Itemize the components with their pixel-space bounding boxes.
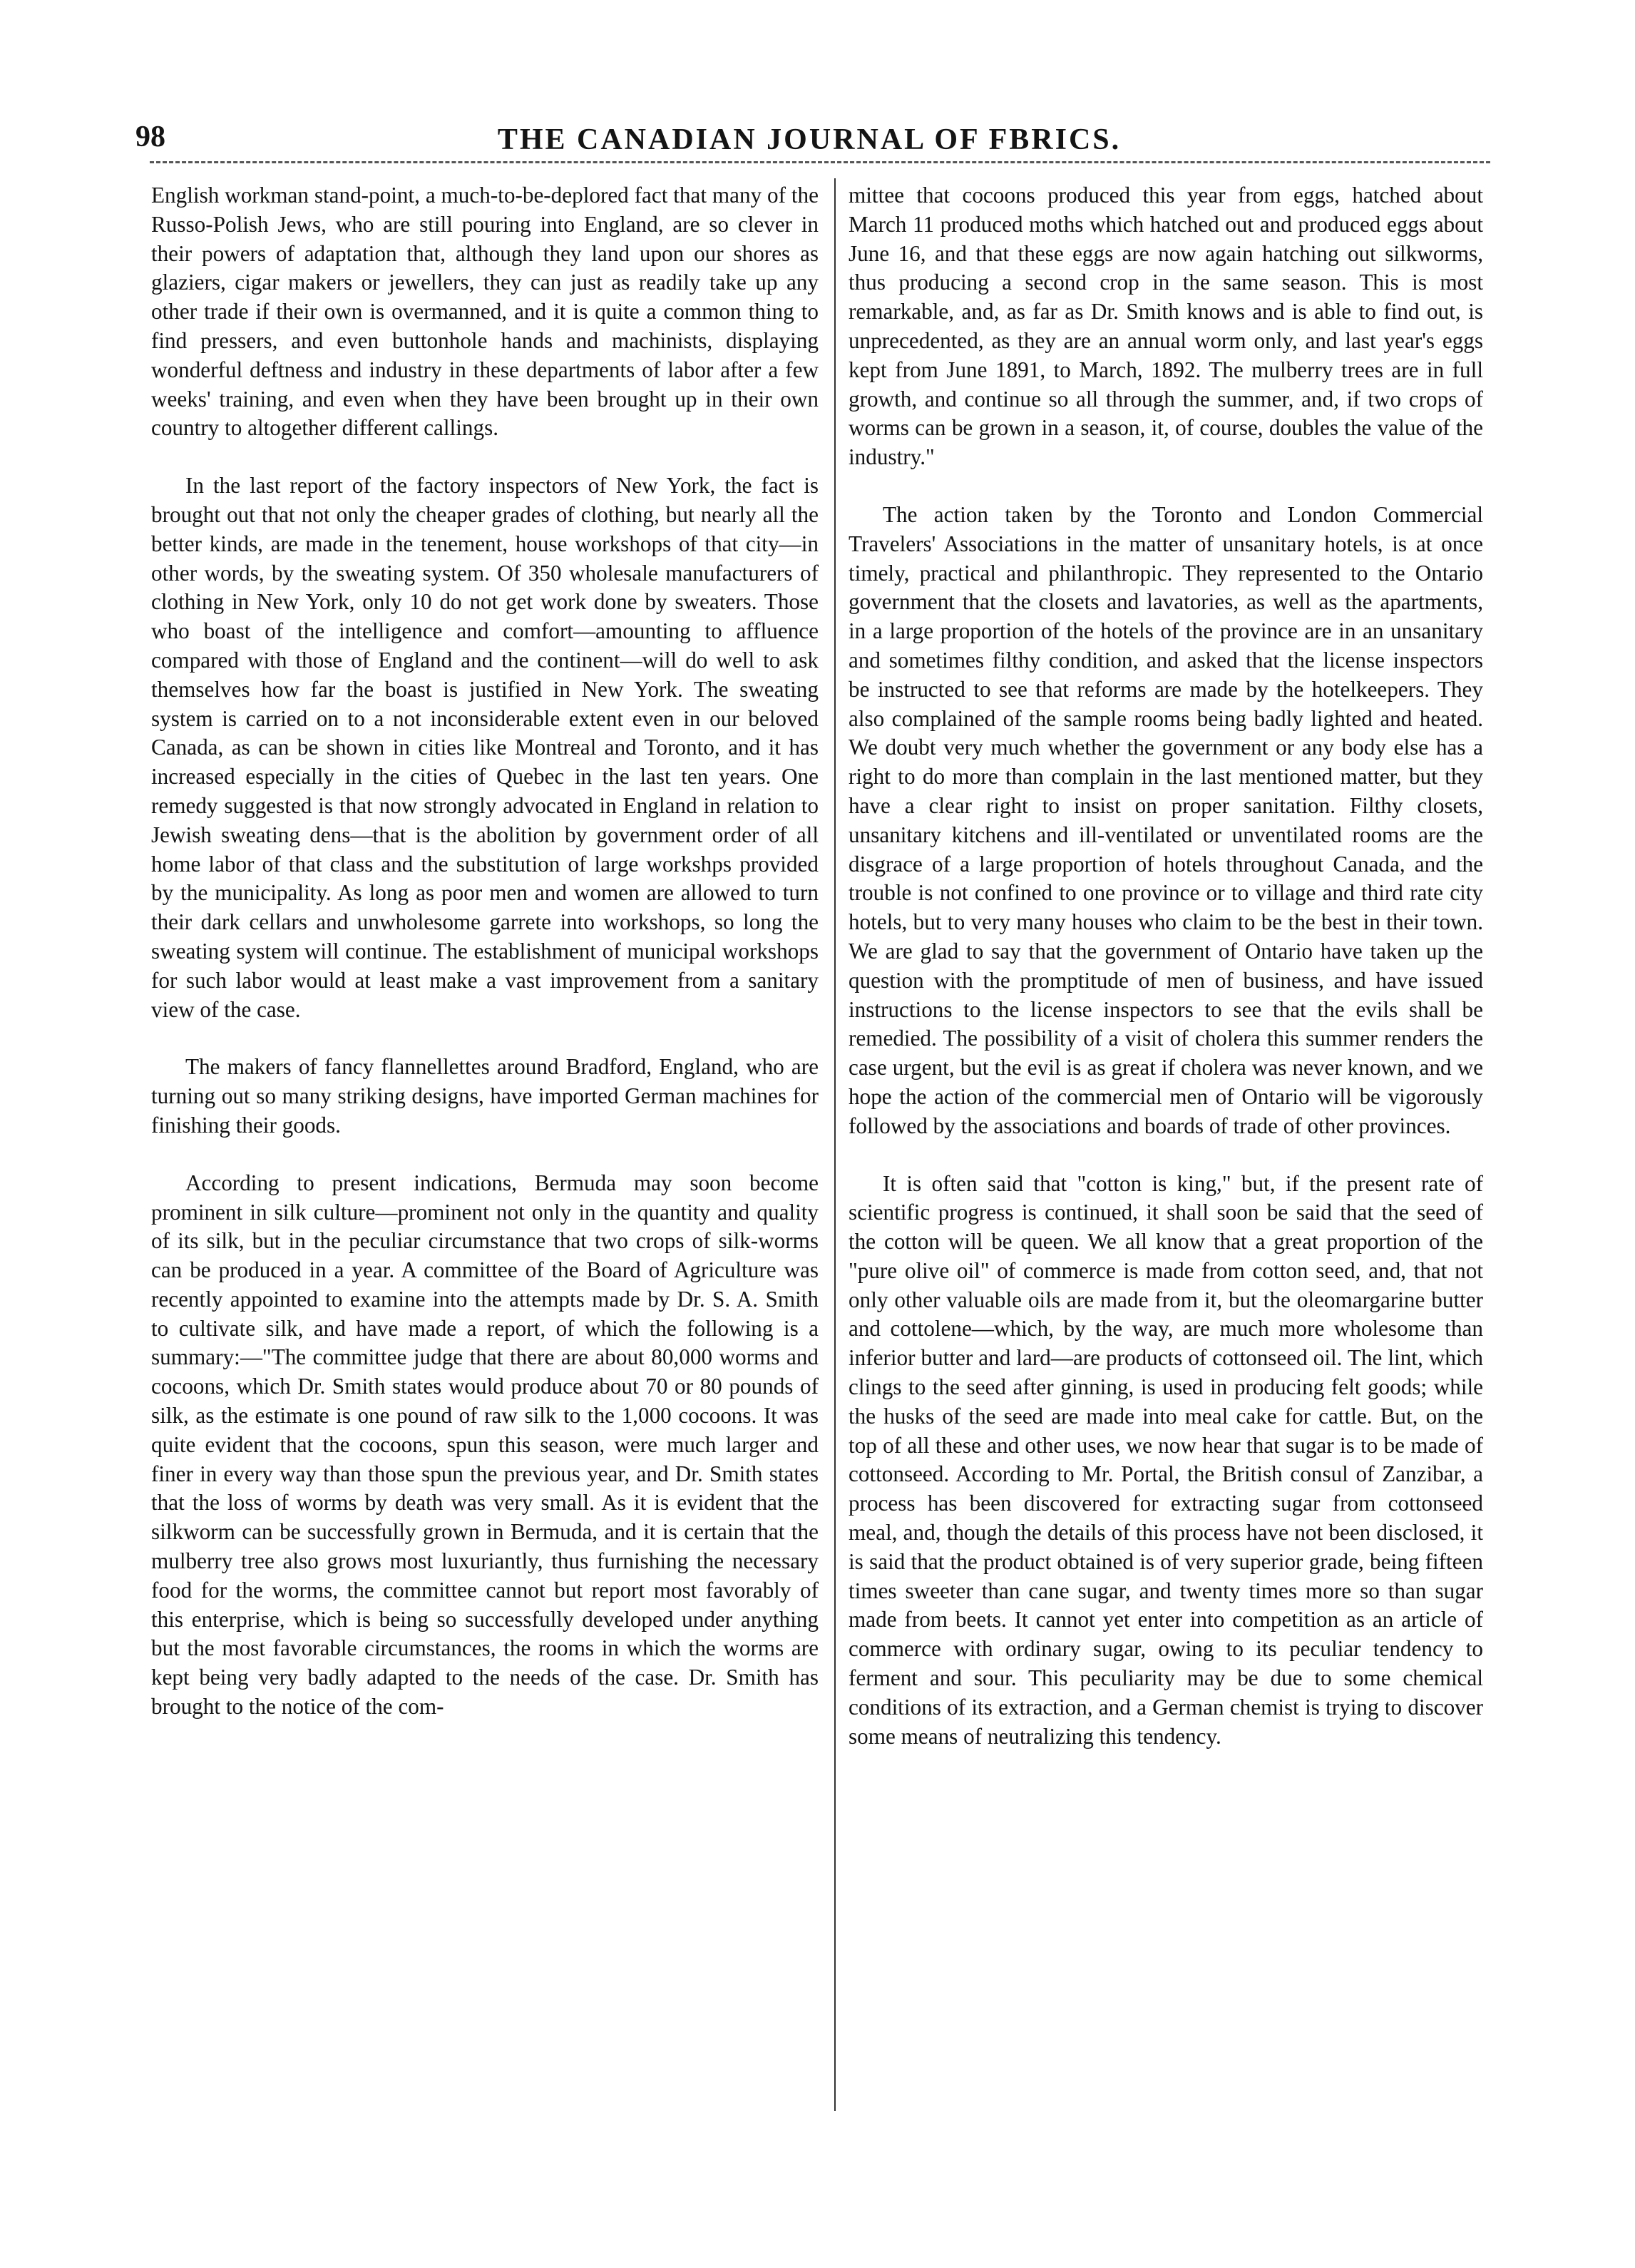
right-column [849, 181, 1483, 1751]
paragraph-unsanitary-hotels: The action taken by the Toronto and London Commercial Travelers' Associations in the matter of unsanitary hotels, is at once timely, practical and philanthropic. They represented to the Ontario government that the closets and lavatories, as well as the apartments, in a large proportion of the hotels of the province are in an unsanitary and sometimes filthy condition, and asked that the license inspectors be instructed to see that reforms are made by the hotelkeepers. They also complained of the sample rooms being badly lighted and heated. We doubt very much whether the government or any body else has a right to do more than complain in the last mentioned matter, but they have a clear right to insist on proper sanitation. Filthy closets, unsanitary kitchens and ill-ventilated or unventilated rooms are the disgrace of a large proportion of hotels throughout Canada, and the trouble is not confined to one province or to village and third rate city hotels, but to very many houses who claim to be the best in their town. We are glad to say that the government of Ontario have taken up the question with the promptitude of men of business, and have issued instructions to the license inspectors to see that the evils shall be remedied. The possibility of a visit of cholera this summer renders the case urgent, but the evil is as great if cholera was never known, and we hope the action of the commercial men of Ontario will be vigorously followed by the associations and boards of trade of other provinces. [849, 501, 1483, 1138]
paragraph-new-york-factory-report: In the last report of the factory inspectors of New York, the fact is brought out that not only the cheaper grades of clothing, but nearly all the better kinds, are made in the tenement, house workshops of that city—in other words, by the sweating system. Of 350 wholesale manufacturers of clothing in New York, only 10 do not get work done by sweaters. Those who boast of the intelligence and comfort—amounting to affluence compared with those of England and the continent—will do well to ask themselves how far the boast is justified in New York. The sweating system is carried on to a not inconsiderable extent even in our beloved Canada, as can be shown in cities like Montreal and Toronto, and it has increased especially in the cities of Quebec in the last ten years. One remedy suggested is that now strongly advocated in England in relation to Jewish sweating dens—that is the abolition by government order of all home labor of that class and the substitution of large workshps provided by the municipality. As long as poor men and women are allowed to turn their dark cellars and unwholesome garrete into workshops, so long the sweating system will continue. The establishment of municipal workshops for such labor would at least make a vast improvement from a sanitary view of the case. [151, 473, 819, 1022]
column-divider [834, 178, 836, 2111]
paragraph-sweating-english-workman: English workman stand-point, a much-to-be-deplored fact that many of the Russo-Polish Jews, who are still pouring into England, are so clever in their powers of adaptation that, although they land upon our shores as glaziers, cigar makers or jewellers, they can just as readily take up any other trade if their own is overmanned, and it is quite a common thing to find pressers, and even buttonhole hands and machinists, displaying wonderful deftness and industry in these departments of labor after a few weeks' training, and even when they have been brought up in their own country to altogether different callings. [151, 183, 819, 441]
paragraph-cottonseed-sugar: It is often said that "cotton is king," but, if the present rate of scientific progress is continued, it shall soon be said that the seed of the cotton will be queen. We all know that a great proportion of the "pure olive oil" of commerce is made from cotton seed, and, that not only other valuable oils are made from it, but the oleomargarine butter and cottolene—which, by the way, are much more wholesome than inferior butter and lard—are products of cottonseed oil. The lint, which clings to the seed after ginning, is used in producing felt goods; while the husks of the seed are made into meal cake for cattle. But, on the top of all these and other uses, we now hear that sugar is to be made of cottonseed. According to Mr. Portal, the British consul of Zanzibar, a process has been discovered for extracting sugar from cottonseed meal, and, though the details of this process have not been disclosed, it is said that the product obtained is of very superior grade, being fifteen times sweeter than cane sugar, and twenty times more so than sugar made from beets. It cannot yet enter into competition as an article of commerce with ordinary sugar, owing to its peculiar tendency to ferment and sour. This peculiarity may be due to some chemical conditions of its extraction, and a German chemist is trying to discover some means of neutralizing this tendency. [849, 1170, 1483, 1749]
page-number: 98 [135, 121, 165, 153]
paragraph-bradford-flannellettes: The makers of fancy flannellettes around Bradford, England, who are turning out so many striking designs, have imported German machines for finishing their goods. [151, 1054, 819, 1138]
left-column [151, 181, 819, 1722]
paragraph-bermuda-committee-continued: mittee that cocoons produced this year from eggs, hatched about March 11 produced moths which hatched out and produced eggs about June 16, and that these eggs are now again hatching out silkworms, thus producing a second crop in the same season. This is most remarkable, and, as far as Dr. Smith knows and is able to find out, is unprecedented, as they are an annual worm only, and last year's eggs kept from June 1891, to March, 1892. The mulberry trees are in full growth, and continue so all through the summer, and, if two crops of worms can be grown in a season, it, of course, doubles the value of the industry." [849, 183, 1483, 470]
running-title: THE CANADIAN JOURNAL OF FBRICS. [497, 123, 1122, 156]
paragraph-bermuda-silk-culture: According to present indications, Bermuda may soon become prominent in silk culture—prominent not only in the quantity and quality of its silk, but in the peculiar circumstance that two crops of silk-worms can be produced in a year. A committee of the Board of Agriculture was recently appointed to examine into the attempts made by Dr. S. A. Smith to cultivate silk, and have made a report, of which the following is a summary:—"The committee judge that there are about 80,000 worms and cocoons, which Dr. Smith states would produce about 70 or 80 pounds of silk, as the estimate is one pound of raw silk to the 1,000 cocoons. It was quite evident that the cocoons, spun this season, were much larger and finer in every way than those spun the previous year, and Dr. Smith states that the loss of worms by death was very small. As it is evident that the silkworm can be successfully grown in Bermuda, and it is certain that the mulberry tree also grows most luxuriantly, thus furnishing the necessary food for the worms, the committee cannot but report most favorably of this enterprise, which is being so successfully developed under anything but the most favorable circumstances, the rooms in which the worms are kept being very badly adapted to the needs of the case. Dr. Smith has brought to the notice of the com- [151, 1170, 819, 1720]
header-rule [150, 161, 1490, 163]
